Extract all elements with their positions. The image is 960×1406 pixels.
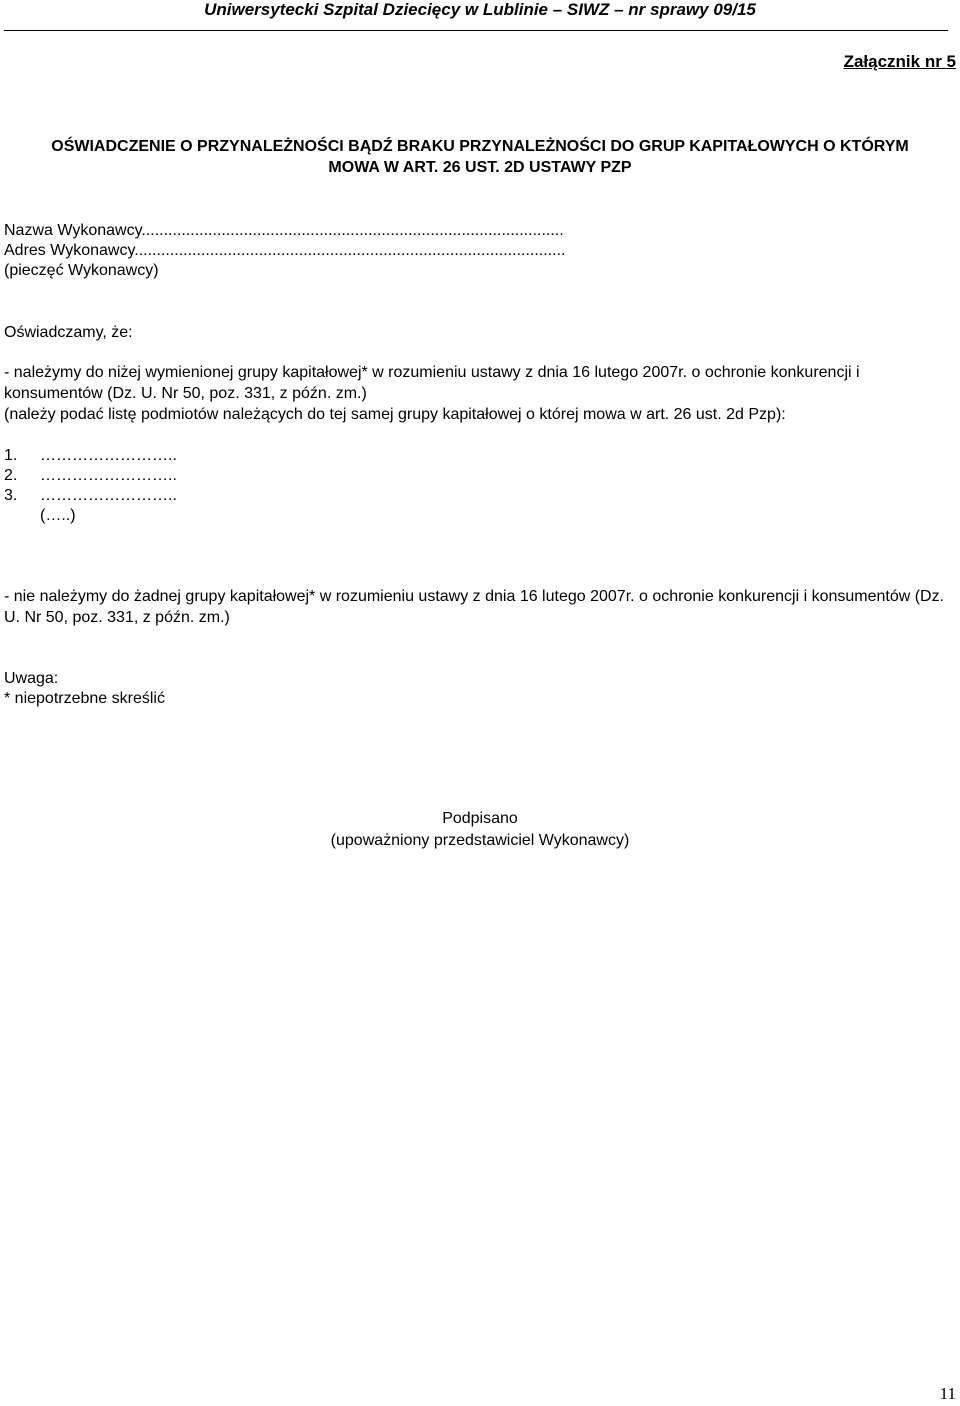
header-divider <box>4 30 948 31</box>
contractor-stamp-line: (pieczęć Wykonawcy) <box>4 262 159 279</box>
list-item-value: (…..) <box>40 507 76 524</box>
list-item <box>4 486 177 506</box>
option-belong-instruction: (należy podać listę podmiotów należących do tej samej grupy kapitałowej o której mowa w art. 26 ust. 2d Pzp): <box>4 406 786 423</box>
declaration-title-line-1: OŚWIADCZENIE O PRZYNALEŻNOŚCI BĄDŹ BRAKU PRZYNALEŻNOŚCI DO GRUP KAPITAŁOWYCH O KTÓRYM <box>51 138 909 155</box>
statement-intro: Oświadczamy, że: <box>4 324 133 341</box>
declaration-title-line-2: MOWA W ART. 26 UST. 2D USTAWY PZP <box>328 159 632 176</box>
list-item <box>4 466 177 486</box>
declaration-title <box>0 136 960 178</box>
list-item-number: 2. <box>4 467 18 484</box>
signature-label: Podpisano <box>442 810 518 827</box>
contractor-name-line: Nazwa Wykonawcy............................................................................................... <box>4 222 564 239</box>
document-header-title: Uniwersytecki Szpital Dziecięcy w Lublinie – SIWZ – nr sprawy 09/15 <box>204 0 756 19</box>
signature-role: (upoważniony przedstawiciel Wykonawcy) <box>330 832 630 849</box>
list-item-value: …………………….. <box>40 447 177 464</box>
annex-label: Załącznik nr 5 <box>843 52 956 71</box>
contractor-address-line: Adres Wykonawcy................................................................................................. <box>4 242 566 259</box>
option-not-belong-text: - nie należymy do żadnej grupy kapitałowej* w rozumieniu ustawy z dnia 16 lutego 2007r. o ochronie konkurencji i konsumentów (Dz. U. Nr 50, poz. 331, z późn. zm.) <box>4 588 945 626</box>
option-belong-text: - należymy do niżej wymienionej grupy kapitałowej* w rozumieniu ustawy z dnia 16 lutego 2007r. o ochronie konkurencji i konsumentów (Dz. U. Nr 50, poz. 331, z późn. zm.) <box>4 364 860 402</box>
list-item-number: 1. <box>4 447 18 464</box>
list-item <box>4 446 177 466</box>
list-item <box>4 506 76 526</box>
note-label: Uwaga: <box>4 670 59 687</box>
list-item-value: …………………….. <box>40 467 177 484</box>
list-item-number: 3. <box>4 487 18 504</box>
list-item-value: …………………….. <box>40 487 177 504</box>
page-number: 11 <box>939 1384 956 1403</box>
note-text: * niepotrzebne skreślić <box>4 690 165 707</box>
